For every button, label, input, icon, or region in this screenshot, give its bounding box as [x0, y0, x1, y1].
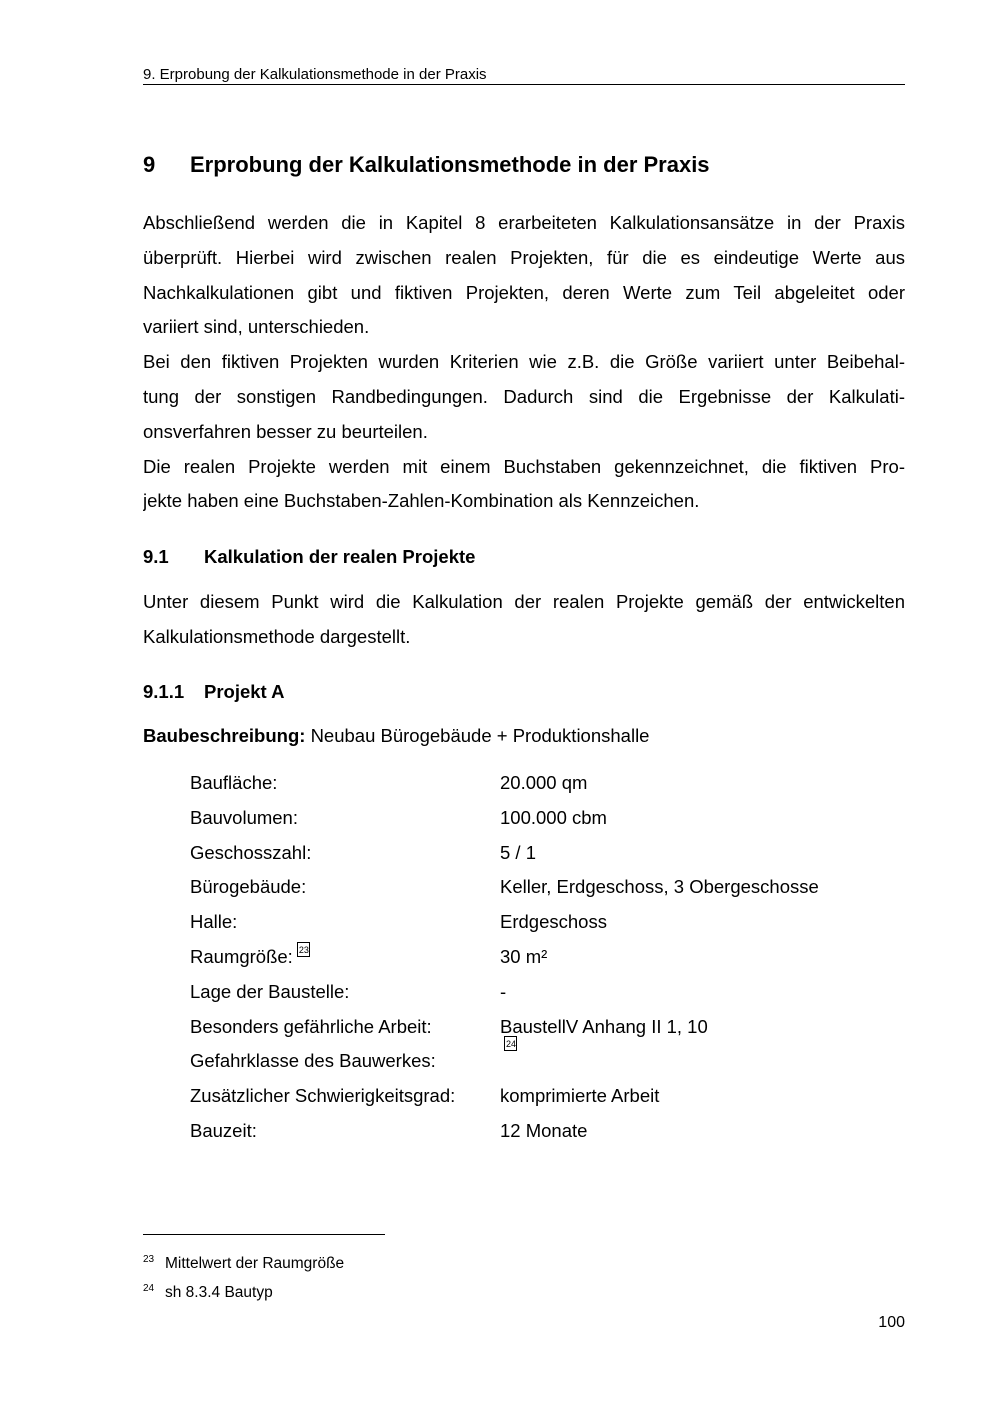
spec-label — [190, 940, 310, 975]
paragraph-line: Abschließend werden die in Kapitel 8 erarbeiteten Kalkulationsansätze in der Praxis — [143, 212, 905, 233]
chapter-number: 9 — [143, 152, 156, 177]
paragraph-line: onsverfahren besser zu beurteilen. — [143, 420, 428, 442]
spec-label: Gefahrklasse des Bauwerkes: — [190, 1050, 436, 1072]
spec-row — [190, 940, 905, 975]
footnote-mark: 23 — [143, 1254, 155, 1265]
spec-value: Keller, Erdgeschoss, 3 Obergeschosse — [500, 876, 819, 898]
section-heading-9-1 — [143, 545, 475, 569]
section-title: Projekt A — [204, 681, 285, 702]
page-number: 100 — [878, 1314, 905, 1331]
running-header: 9. Erprobung der Kalkulationsmethode in der Praxis — [143, 66, 487, 83]
header-rule — [143, 84, 905, 85]
paragraph-line: variiert sind, unterschieden. — [143, 316, 370, 338]
spec-label: Bauvolumen: — [190, 806, 298, 828]
section-title: Kalkulation der realen Projekte — [204, 546, 476, 567]
baubeschreibung-value: Neubau Bürogebäude + Produktionshalle — [310, 725, 650, 746]
section-9-1-paragraph — [143, 585, 905, 655]
spec-row — [190, 1114, 905, 1149]
spec-row — [190, 836, 905, 871]
footnote-reference[interactable]: 24 — [504, 1036, 517, 1051]
section-heading-9-1-1 — [143, 680, 285, 704]
footnote-text: Mittelwert der Raumgröße — [165, 1255, 345, 1272]
spec-value: 20.000 qm — [500, 772, 588, 793]
spec-value: 5 / 1 — [500, 841, 536, 863]
spec-row — [190, 1039, 905, 1079]
footnote-mark: 24 — [143, 1283, 155, 1294]
spec-label: Lage der Baustelle: — [190, 980, 350, 1002]
spec-row — [190, 870, 905, 905]
paragraph-line: tung der sonstigen Randbedingungen. Dadurch sind die Ergebnisse der Kalkulati- — [143, 385, 905, 407]
spec-row — [190, 975, 905, 1010]
spec-row — [190, 1010, 905, 1045]
intro-paragraph — [143, 206, 905, 519]
paragraph-line: Nachkalkulationen gibt und fiktiven Projekten, deren Werte zum Teil abgeleitet oder — [143, 281, 905, 303]
spec-label: Bürogebäude: — [190, 876, 307, 898]
section-number: 9.1.1 — [143, 681, 185, 702]
paragraph-line: überprüft. Hierbei wird zwischen realen Projekten, für die es eindeutige Werte aus — [143, 246, 905, 268]
spec-label: Besonders gefährliche Arbeit: — [190, 1015, 432, 1037]
spec-row — [190, 766, 905, 801]
spec-label: Zusätzlicher Schwierigkeitsgrad: — [190, 1085, 456, 1107]
paragraph-line: jekte haben eine Buchstaben-Zahlen-Kombination als Kennzeichen. — [143, 490, 700, 512]
spec-value: - — [500, 980, 507, 1002]
spec-label: Bauzeit: — [190, 1119, 257, 1141]
footnote-reference[interactable]: 23 — [297, 942, 310, 957]
spec-label: Geschosszahl: — [190, 841, 312, 863]
section-number: 9.1 — [143, 546, 169, 567]
project-spec-list — [190, 766, 905, 1149]
footnote-text: sh 8.3.4 Bautyp — [165, 1284, 273, 1301]
chapter-title: Erprobung der Kalkulationsmethode in der Praxis — [190, 152, 710, 177]
chapter-heading — [143, 150, 710, 180]
spec-value: komprimierte Arbeit — [500, 1085, 660, 1107]
footnote-rule — [143, 1234, 385, 1235]
footnote — [143, 1254, 344, 1276]
spec-row — [190, 905, 905, 940]
baubeschreibung — [143, 724, 649, 748]
spec-row — [190, 1079, 905, 1114]
spec-label: Baufläche: — [190, 772, 278, 793]
spec-value: Erdgeschoss — [500, 911, 607, 933]
paragraph-line: Bei den fiktiven Projekten wurden Kriterien wie z.B. die Größe variiert unter Beibehal- — [143, 351, 905, 373]
paragraph-line: Die realen Projekte werden mit einem Buchstaben gekennzeichnet, die fiktiven Pro- — [143, 455, 905, 477]
baubeschreibung-label: Baubeschreibung: — [143, 725, 306, 746]
footnote — [143, 1283, 273, 1305]
spec-value: 30 m² — [500, 945, 548, 967]
paragraph-line: Kalkulationsmethode dargestellt. — [143, 625, 411, 647]
spec-row — [190, 801, 905, 836]
spec-value: BaustellV Anhang II 1, 10 — [500, 1015, 708, 1037]
spec-value: 100.000 cbm — [500, 806, 607, 828]
spec-label-text: Raumgröße: — [190, 945, 293, 967]
paragraph-line: Unter diesem Punkt wird die Kalkulation der realen Projekte gemäß der entwickelten — [143, 591, 905, 612]
spec-value: 12 Monate — [500, 1119, 588, 1141]
spec-label: Halle: — [190, 911, 238, 933]
